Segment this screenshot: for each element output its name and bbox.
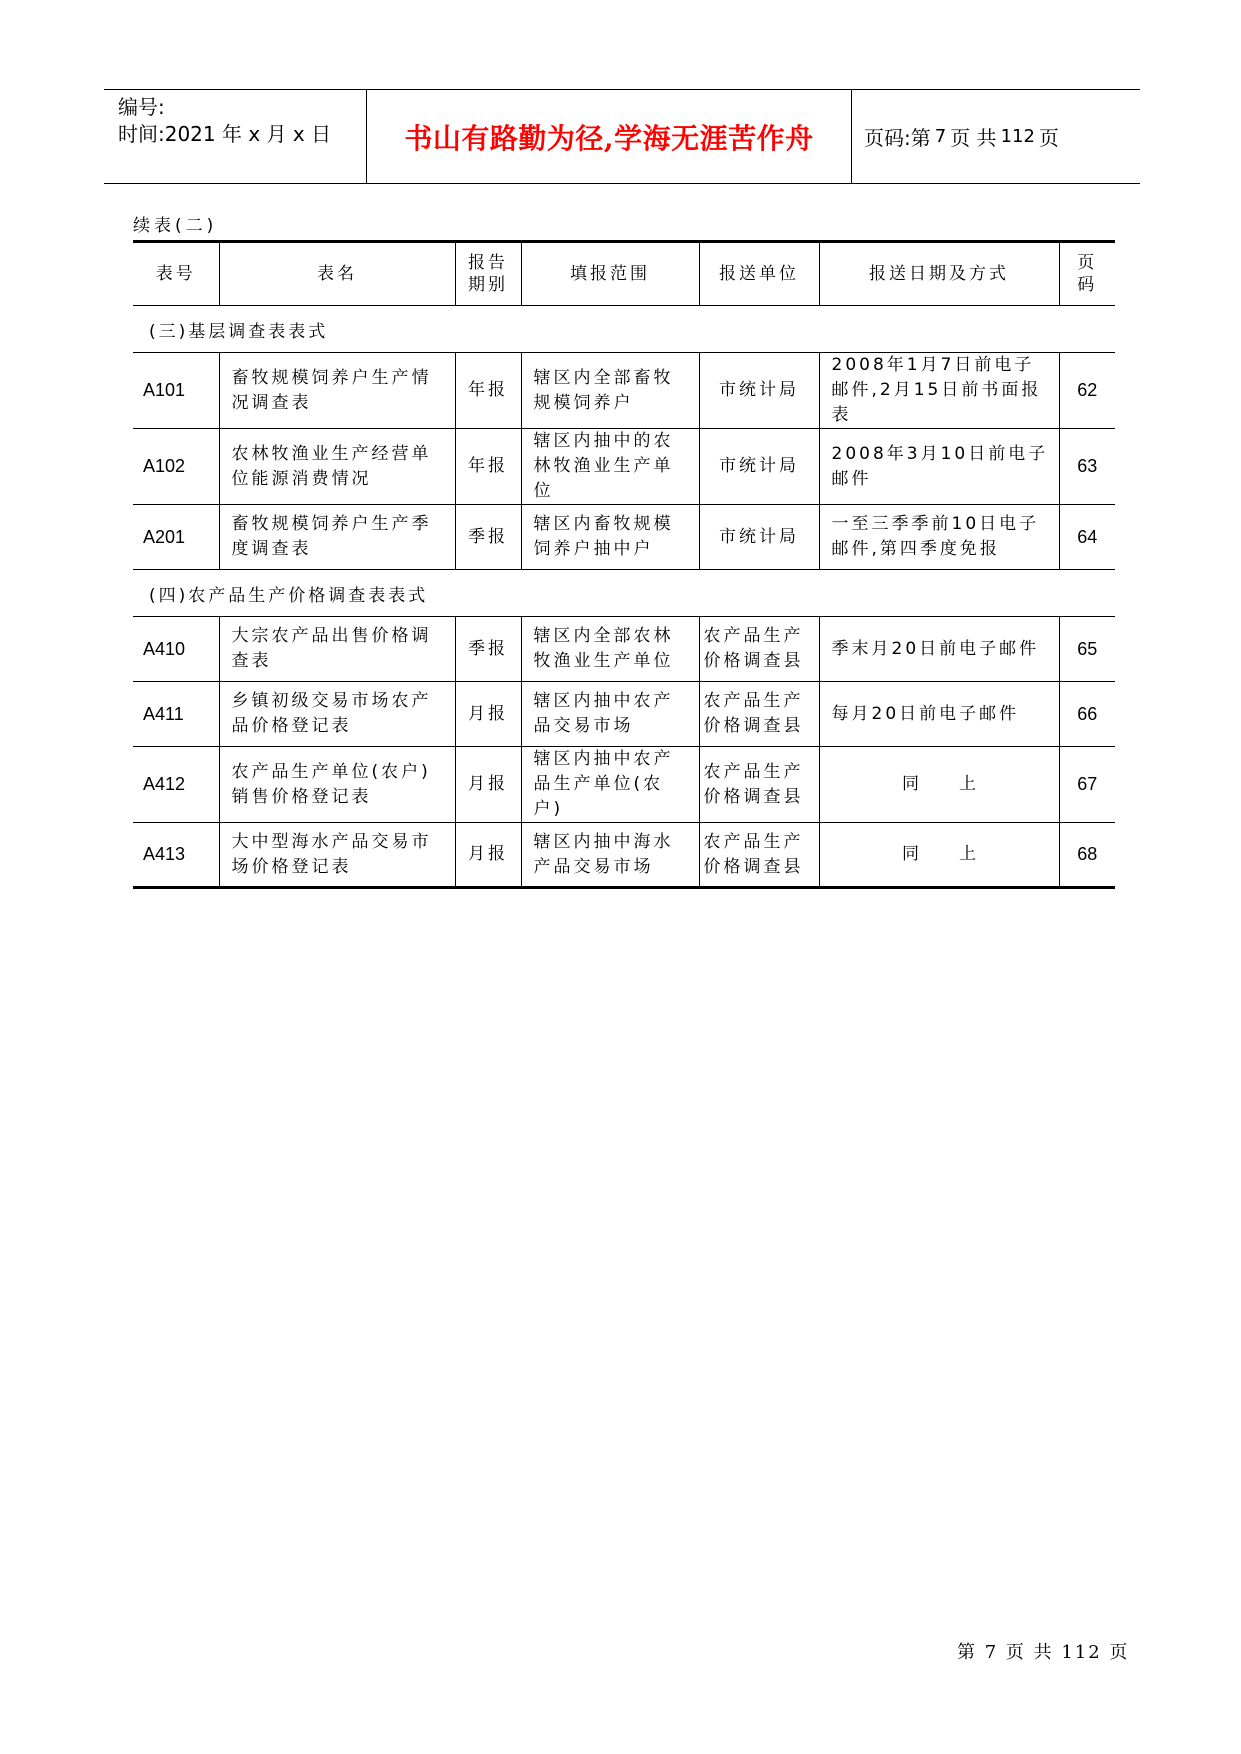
cell-page: 67 [1059,747,1115,823]
col-header-period-line1: 报告 [468,253,508,273]
cell-unit: 农产品生产价格调查县 [699,747,819,823]
section-row [133,306,1115,353]
header-motto: 书山有路勤为径,学海无涯苦作舟 [404,121,814,155]
table-row [133,823,1115,888]
cell-name: 农产品生产单位(农户)销售价格登记表 [219,747,455,823]
cell-date: 2008年1月7日前电子邮件,2月15日前书面报表 [819,353,1059,429]
cell-scope: 辖区内抽中的农林牧渔业生产单位 [521,429,699,505]
cell-date: 季末月20日前电子邮件 [819,617,1059,682]
survey-table [133,240,1115,889]
cell-unit: 农产品生产价格调查县 [699,823,819,888]
col-header-scope: 填报范围 [521,242,699,306]
col-header-period-line2: 期别 [468,275,508,295]
cell-name: 乡镇初级交易市场农产品价格登记表 [219,682,455,747]
cell-page: 65 [1059,617,1115,682]
table-row [133,747,1115,823]
cell-scope: 辖区内抽中农产品生产单位(农户) [521,747,699,823]
table-header-row [133,242,1115,306]
cell-name: 大中型海水产品交易市场价格登记表 [219,823,455,888]
cell-scope: 辖区内畜牧规模饲养户抽中户 [521,505,699,570]
cell-period: 月报 [455,823,521,888]
cell-name: 畜牧规模饲养户生产情况调查表 [219,353,455,429]
table-row [133,617,1115,682]
cell-scope: 辖区内抽中农产品交易市场 [521,682,699,747]
header-meta [118,94,331,148]
cell-period: 月报 [455,682,521,747]
page-total: 112 [1000,126,1035,147]
page-header [104,89,1140,184]
cell-code: A102 [133,429,219,505]
cell-scope: 辖区内全部畜牧规模饲养户 [521,353,699,429]
cell-code: A101 [133,353,219,429]
cell-period: 年报 [455,353,521,429]
col-header-code: 表号 [133,242,219,306]
cell-name: 农林牧渔业生产经营单位能源消费情况 [219,429,455,505]
col-header-date: 报送日期及方式 [819,242,1059,306]
cell-code: A410 [133,617,219,682]
page-current: 7 [934,126,947,147]
table-row [133,353,1115,429]
cell-scope: 辖区内抽中海水产品交易市场 [521,823,699,888]
page-footer: 第 7 页 共 112 页 [957,1642,1130,1663]
col-header-unit: 报送单位 [699,242,819,306]
page-mid: 页 共 [950,126,997,150]
table-row [133,505,1115,570]
page-suffix: 页 [1038,126,1059,150]
cell-page: 66 [1059,682,1115,747]
col-header-page-line1: 页 [1077,253,1098,273]
cell-name: 畜牧规模饲养户生产季度调查表 [219,505,455,570]
col-header-name: 表名 [219,242,455,306]
table-row [133,429,1115,505]
cell-code: A413 [133,823,219,888]
cell-unit: 农产品生产价格调查县 [699,617,819,682]
cell-page: 63 [1059,429,1115,505]
cell-period: 月报 [455,747,521,823]
cell-unit: 市统计局 [699,429,819,505]
cell-scope: 辖区内全部农林牧渔业生产单位 [521,617,699,682]
cell-period: 季报 [455,505,521,570]
cell-unit: 市统计局 [699,505,819,570]
col-header-page [1059,242,1115,306]
cell-page: 62 [1059,353,1115,429]
time-label: 时间:2021 年 x 月 x 日 [118,122,332,146]
header-divider [851,90,852,183]
section-title: (三)基层调查表表式 [133,306,1115,353]
header-page-number [864,90,1059,183]
cell-unit: 市统计局 [699,353,819,429]
cell-date: 同上 [819,823,1059,888]
cell-date: 2008年3月10日前电子邮件 [819,429,1059,505]
section-row [133,570,1115,617]
section-title: (四)农产品生产价格调查表表式 [133,570,1115,617]
col-header-page-line2: 码 [1077,275,1098,295]
cell-unit: 农产品生产价格调查县 [699,682,819,747]
cell-code: A411 [133,682,219,747]
cell-date: 一至三季季前10日电子邮件,第四季度免报 [819,505,1059,570]
cell-page: 64 [1059,505,1115,570]
table-row [133,682,1115,747]
cell-page: 68 [1059,823,1115,888]
cell-code: A201 [133,505,219,570]
cell-name: 大宗农产品出售价格调查表 [219,617,455,682]
table-caption: 续表(二) [133,216,218,236]
col-header-period [455,242,521,306]
cell-date: 每月20日前电子邮件 [819,682,1059,747]
serial-label: 编号: [118,95,165,119]
cell-date: 同上 [819,747,1059,823]
cell-period: 季报 [455,617,521,682]
page-prefix: 页码:第 [864,126,931,150]
cell-period: 年报 [455,429,521,505]
cell-code: A412 [133,747,219,823]
